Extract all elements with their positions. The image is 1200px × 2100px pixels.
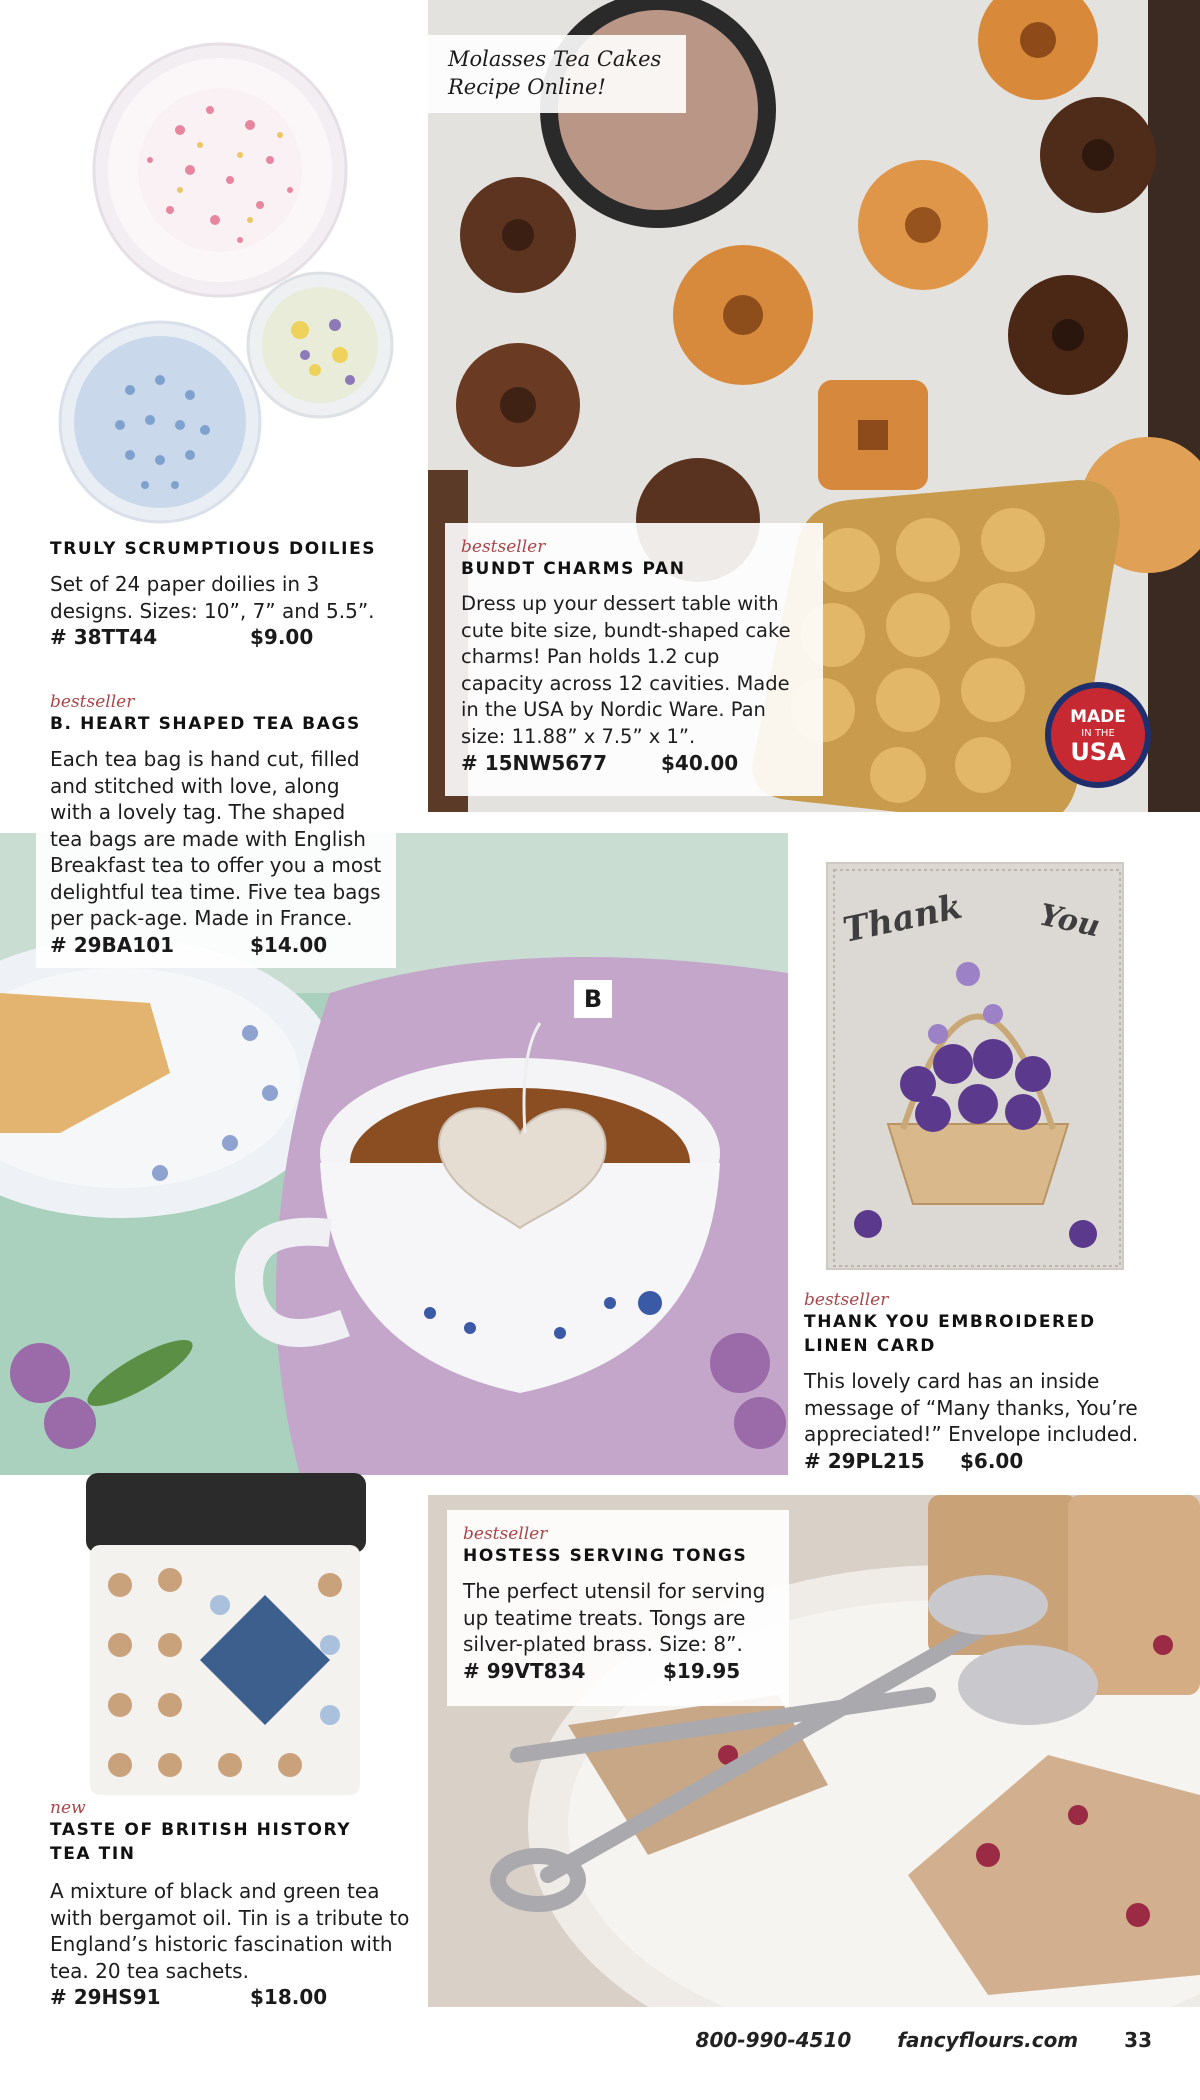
bundt-price-row: [461, 750, 807, 776]
tin-price-row: [50, 1984, 410, 2010]
page-footer: [696, 2028, 1152, 2052]
thank-you-card-photo: [826, 862, 1124, 1270]
doilies-price-row: [50, 624, 390, 650]
tin-info: [50, 1798, 410, 2010]
tin-title-line2: TEA TIN: [50, 1844, 136, 1864]
tin-title-line1: TASTE OF BRITISH HISTORY: [50, 1820, 352, 1840]
tongs-price: $19.95: [663, 1658, 741, 1683]
tongs-title: HOSTESS SERVING TONGS: [463, 1546, 748, 1566]
photo-label-b: B: [574, 980, 612, 1018]
footer-phone[interactable]: 800-990-4510: [695, 2028, 852, 2052]
tongs-description: The perfect utensil for serving up teatime treats. Tongs are silver-plated brass. Size: 8”.: [463, 1579, 766, 1656]
badge-in-the: IN THE: [1081, 728, 1115, 739]
tongs-info: [447, 1510, 789, 1706]
tongs-bestseller-tag: bestseller: [463, 1524, 548, 1544]
footer-website[interactable]: fancyflours.com: [897, 2028, 1079, 2052]
doily-blue: [60, 322, 260, 522]
bundt-price: $40.00: [661, 751, 739, 775]
doilies-info: [50, 537, 390, 650]
bundt-info: [445, 523, 823, 796]
bundt-bestseller-tag: bestseller: [461, 537, 546, 557]
tin-description: A mixture of black and green tea with bergamot oil. Tin is a tribute to England’s historic fascination with tea. 20 tea sachets.: [50, 1879, 410, 1983]
badge-usa: USA: [1070, 738, 1126, 766]
teabags-description: Each tea bag is hand cut, filled and stitched with love, along with a lovely tag. The shaped tea bags are made with English Breakfast tea to offer you a most delightful tea time. Five tea bags per pack-age. Made in France.: [50, 747, 382, 930]
card-price-row: [804, 1448, 1174, 1474]
recipe-banner[interactable]: [428, 35, 686, 113]
recipe-banner-line1: Molasses Tea Cakes: [448, 47, 662, 71]
bundt-sku: # 15NW5677: [461, 751, 608, 775]
page-number: 33: [1124, 2028, 1152, 2052]
doilies-photo: [40, 30, 410, 530]
recipe-banner-line2: Recipe Online!: [448, 75, 606, 99]
doilies-price: $9.00: [250, 625, 314, 649]
card-price: $6.00: [960, 1448, 1024, 1473]
tin-price: $18.00: [250, 1985, 328, 2009]
tin-new-tag: new: [50, 1798, 86, 1818]
card-description: This lovely card has an inside message of “Many thanks, You’re appreciated!” Envelope included.: [804, 1369, 1139, 1446]
card-sku: # 29PL215: [804, 1448, 925, 1473]
card-info: [804, 1290, 1174, 1474]
badge-made: MADE: [1070, 707, 1126, 727]
card-title-line1: THANK YOU EMBROIDERED: [804, 1312, 1096, 1332]
doily-large: [94, 44, 346, 296]
teabags-price: $14.00: [250, 932, 328, 957]
tongs-price-row: [463, 1658, 773, 1684]
card-title-line2: LINEN CARD: [804, 1336, 936, 1356]
doily-small: [248, 273, 392, 417]
teabags-bestseller-tag: bestseller: [50, 692, 135, 712]
doilies-sku: # 38TT44: [50, 625, 158, 649]
doilies-description: Set of 24 paper doilies in 3 designs. Sizes: 10”, 7” and 5.5”.: [50, 572, 375, 623]
made-in-usa-badge: [1048, 685, 1148, 785]
bundt-description: Dress up your dessert table with cute bite size, bundt-shaped cake charms! Pan holds 1.2 cup capacity across 12 cavities. Made in the USA by Nordic Ware. Pan size: 11.88” x 7.5” x 1”.: [461, 592, 791, 748]
card-bestseller-tag: bestseller: [804, 1290, 889, 1310]
tea-tin-photo: [80, 1455, 380, 1805]
tongs-sku: # 99VT834: [463, 1658, 586, 1683]
card-word-you: You: [1036, 897, 1103, 945]
card-word-thank: Thank: [839, 886, 966, 951]
teabags-sku: # 29BA101: [50, 932, 175, 957]
bundt-title: BUNDT CHARMS PAN: [461, 559, 686, 579]
doilies-title: TRULY SCRUMPTIOUS DOILIES: [50, 539, 377, 559]
teabags-info: [36, 680, 396, 968]
tin-sku: # 29HS91: [50, 1985, 161, 2009]
teabags-price-row: [50, 932, 382, 958]
teabags-title: B. HEART SHAPED TEA BAGS: [50, 714, 361, 734]
